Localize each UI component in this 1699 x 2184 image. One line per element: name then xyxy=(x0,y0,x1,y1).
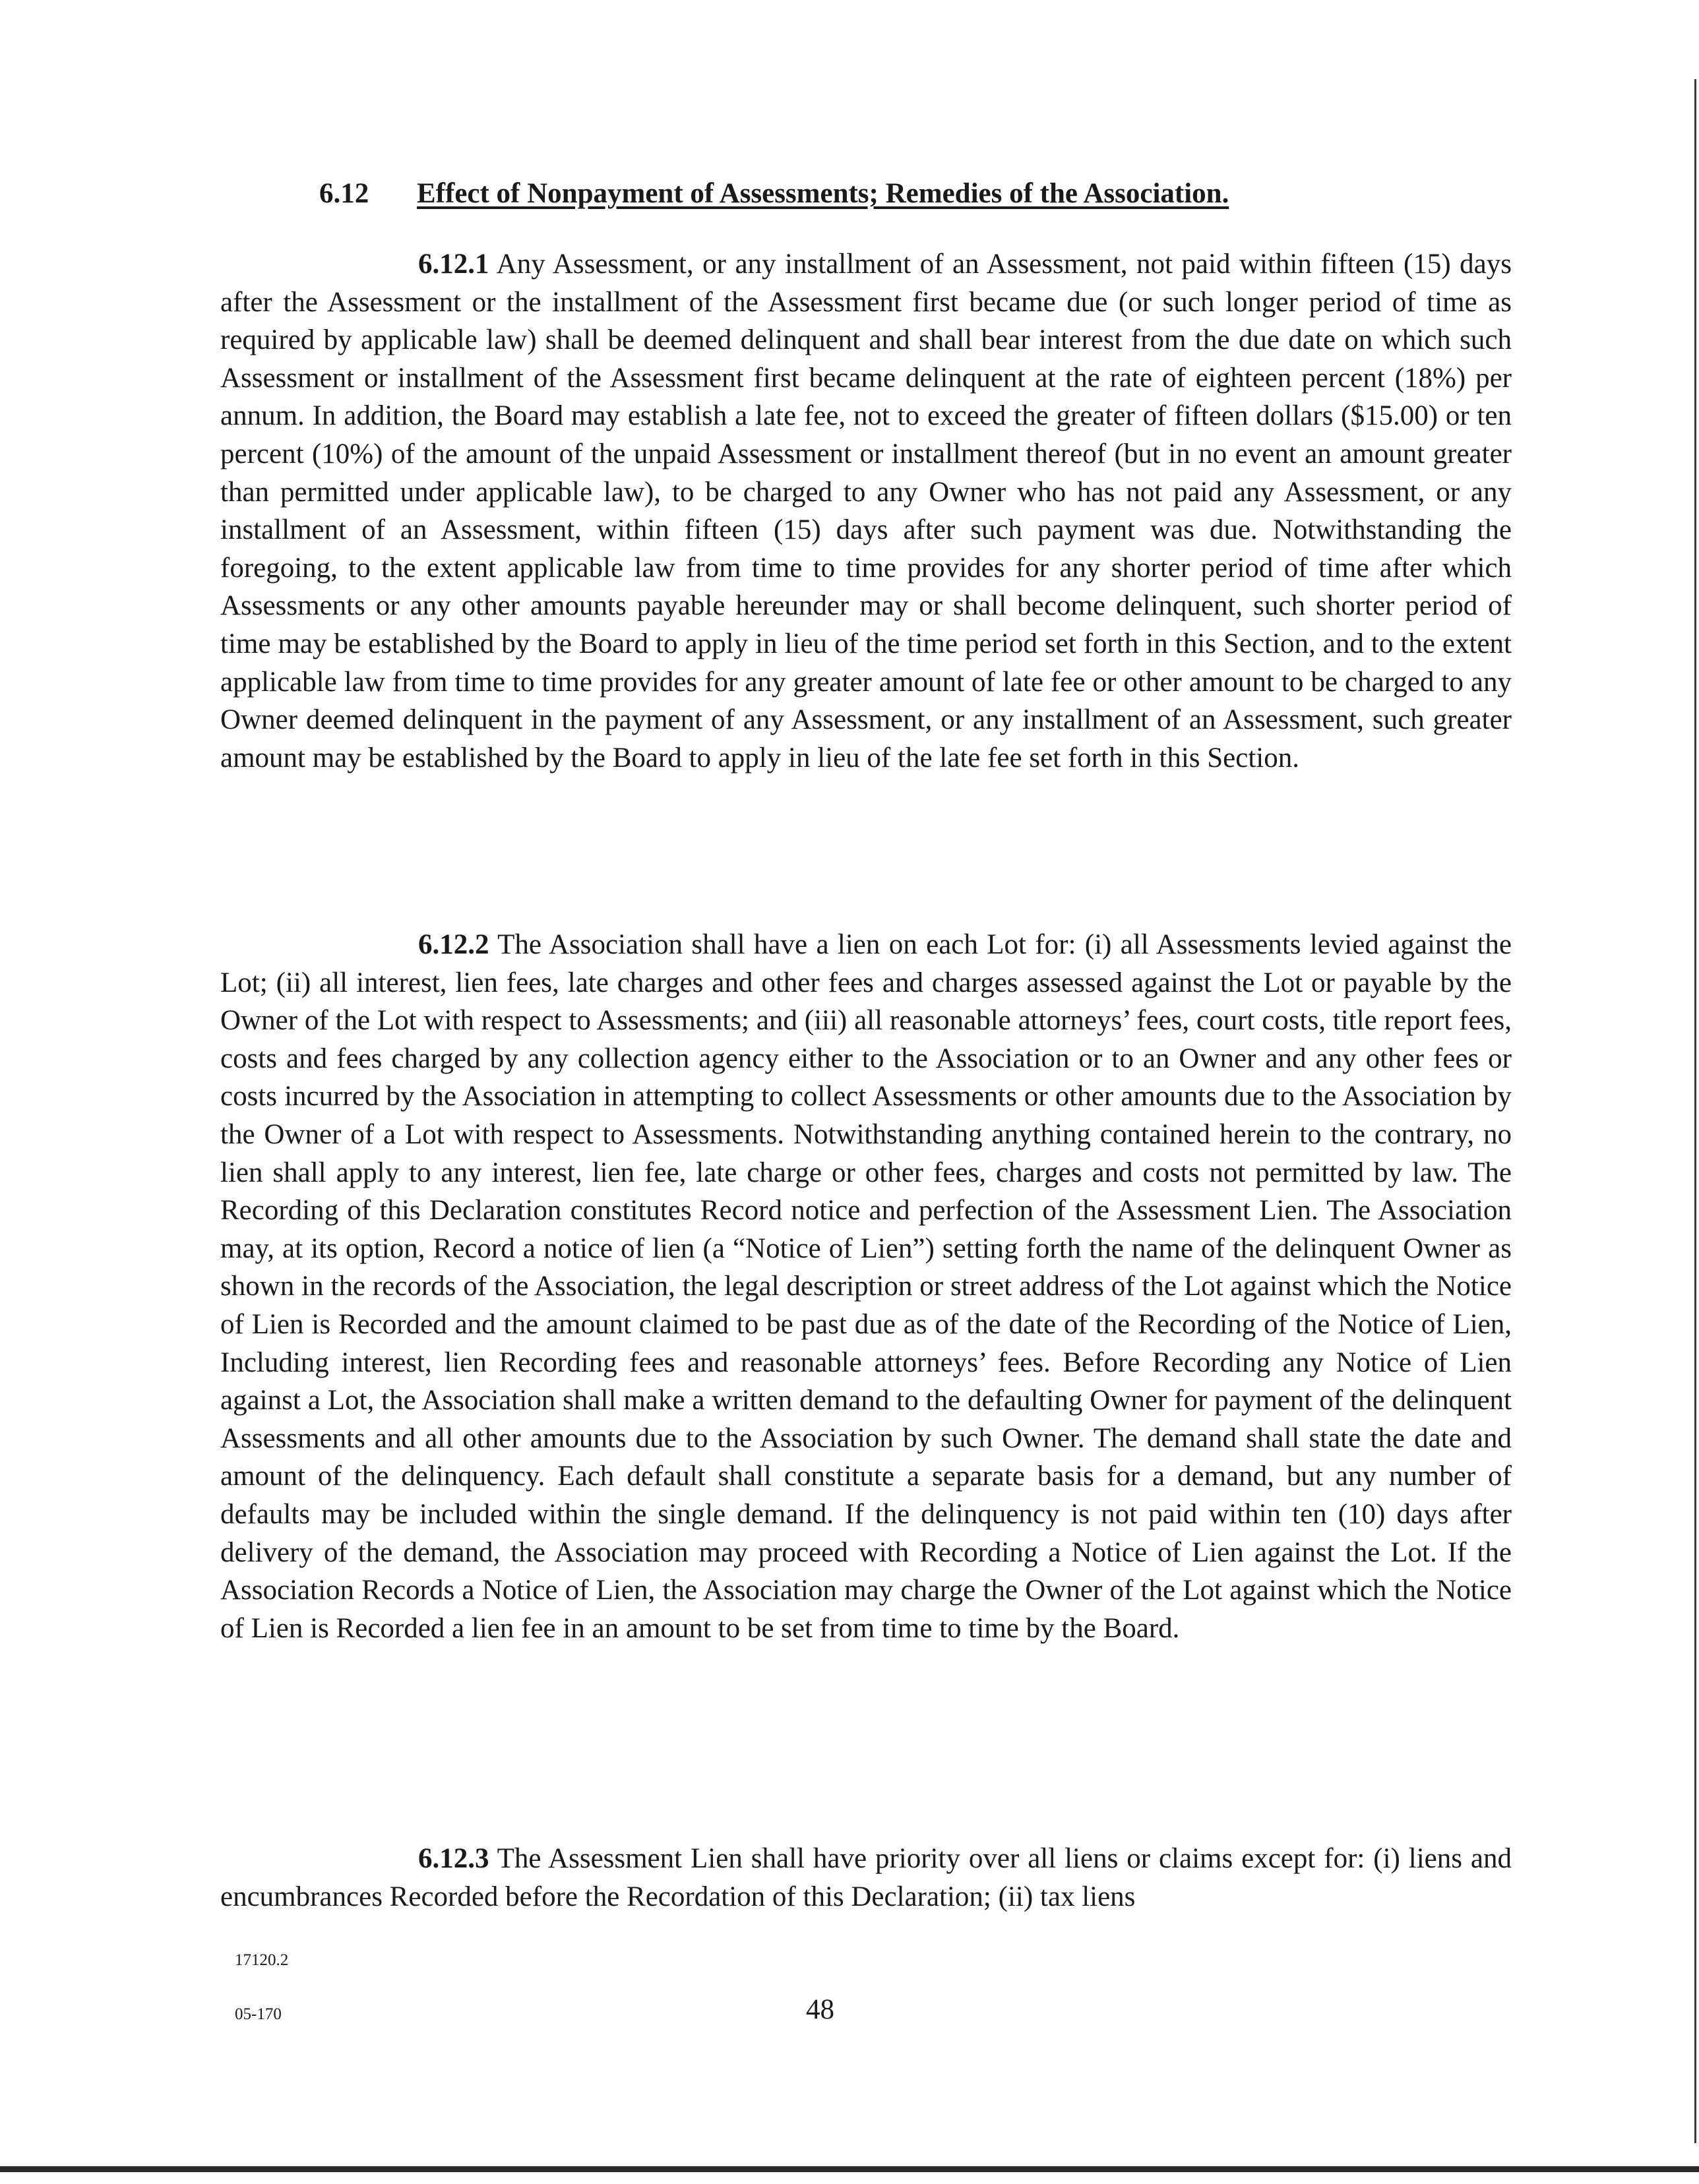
paragraph-number: 6.12.1 xyxy=(418,249,489,280)
paragraph-6-12-3 xyxy=(220,1840,1512,1916)
scan-edge-bottom xyxy=(0,2166,1699,2172)
paragraph-text: The Assessment Lien shall have priority over all liens or claims except for: (i) liens and encumbrances Recorded before the Recordation of this Declaration; (ii) tax liens xyxy=(220,1843,1512,1912)
footer-doc-code-secondary: 05-170 xyxy=(235,2005,282,2023)
paragraph-number: 6.12.2 xyxy=(418,929,489,960)
footer-doc-code: 17120.2 xyxy=(235,1951,289,1969)
paragraph-6-12-2 xyxy=(220,926,1512,1647)
paragraph-number: 6.12.3 xyxy=(418,1843,489,1874)
section-heading xyxy=(319,177,1229,211)
page-number: 48 xyxy=(806,1994,834,2025)
paragraph-text: The Association shall have a lien on each Lot for: (i) all Assessments levied against the Lot; (ii) all interest, lien fees, late charges and other fees and charges assessed against the Lot or payable by the Owner of the Lot with respect to Assessments; and (iii) all reasonable attorneys’ fees, court costs, title report fees, costs and fees charged by any collection agency either to the Association or to an Owner and any other fees or costs incurred by the Association in attempting to collect Assessments or other amounts due to the Association by the Owner of a Lot with respect to Assessments. Notwithstanding anything contained herein to the contrary, no lien shall apply to any interest, lien fee, late charge or other fees, charges and costs not permitted by law. The Recording of this Declaration constitutes Record notice and perfection of the Assessment Lien. The Association may, at its option, Record a notice of lien (a “Notice of Lien”) setting forth the name of the delinquent Owner as shown in the records of the Association, the legal description or street address of the Lot against which the Notice of Lien is Recorded and the amount claimed to be past due as of the date of the Recording of the Notice of Lien, Including interest, lien Recording fees and reasonable attorneys’ fees. Before Recording any Notice of Lien against a Lot, the Association shall make a written demand to the defaulting Owner for payment of the delinquent Assessments and all other amounts due to the Association by such Owner. The demand shall state the date and amount of the delinquency. Each default shall constitute a separate basis for a demand, but any number of defaults may be included within the single demand. If the delinquency is not paid within ten (10) days after delivery of the demand, the Association may proceed with Recording a Notice of Lien against the Lot. If the Association Records a Notice of Lien, the Association may charge the Owner of the Lot against which the Notice of Lien is Recorded a lien fee in an amount to be set from time to time by the Board. xyxy=(220,929,1512,1644)
paragraph-text: Any Assessment, or any installment of an Assessment, not paid within fifteen (15) days after the Assessment or the installment of the Assessment first became due (or such longer period of time as required by applicable law) shall be deemed delinquent and shall bear interest from the due date on which such Assessment or installment of the Assessment first became delinquent at the rate of eighteen percent (18%) per annum. In addition, the Board may establish a late fee, not to exceed the greater of fifteen dollars ($15.00) or ten percent (10%) of the amount of the unpaid Assessment or installment thereof (but in no event an amount greater than permitted under applicable law), to be charged to any Owner who has not paid any Assessment, or any installment of an Assessment, within fifteen (15) days after such payment was due. Notwithstanding the foregoing, to the extent applicable law from time to time provides for any shorter period of time after which Assessments or any other amounts payable hereunder may or shall become delinquent, such shorter period of time may be established by the Board to apply in lieu of the time period set forth in this Section, and to the extent applicable law from time to time provides for any greater amount of late fee or other amount to be charged to any Owner deemed delinquent in the payment of any Assessment, or any installment of an Assessment, such greater amount may be established by the Board to apply in lieu of the late fee set forth in this Section. xyxy=(220,249,1512,774)
paragraph-6-12-1 xyxy=(220,245,1512,777)
scan-edge-right xyxy=(1694,79,1696,2143)
section-title: Effect of Nonpayment of Assessments; Remedies of the Association. xyxy=(417,178,1229,209)
section-number: 6.12 xyxy=(319,178,369,209)
